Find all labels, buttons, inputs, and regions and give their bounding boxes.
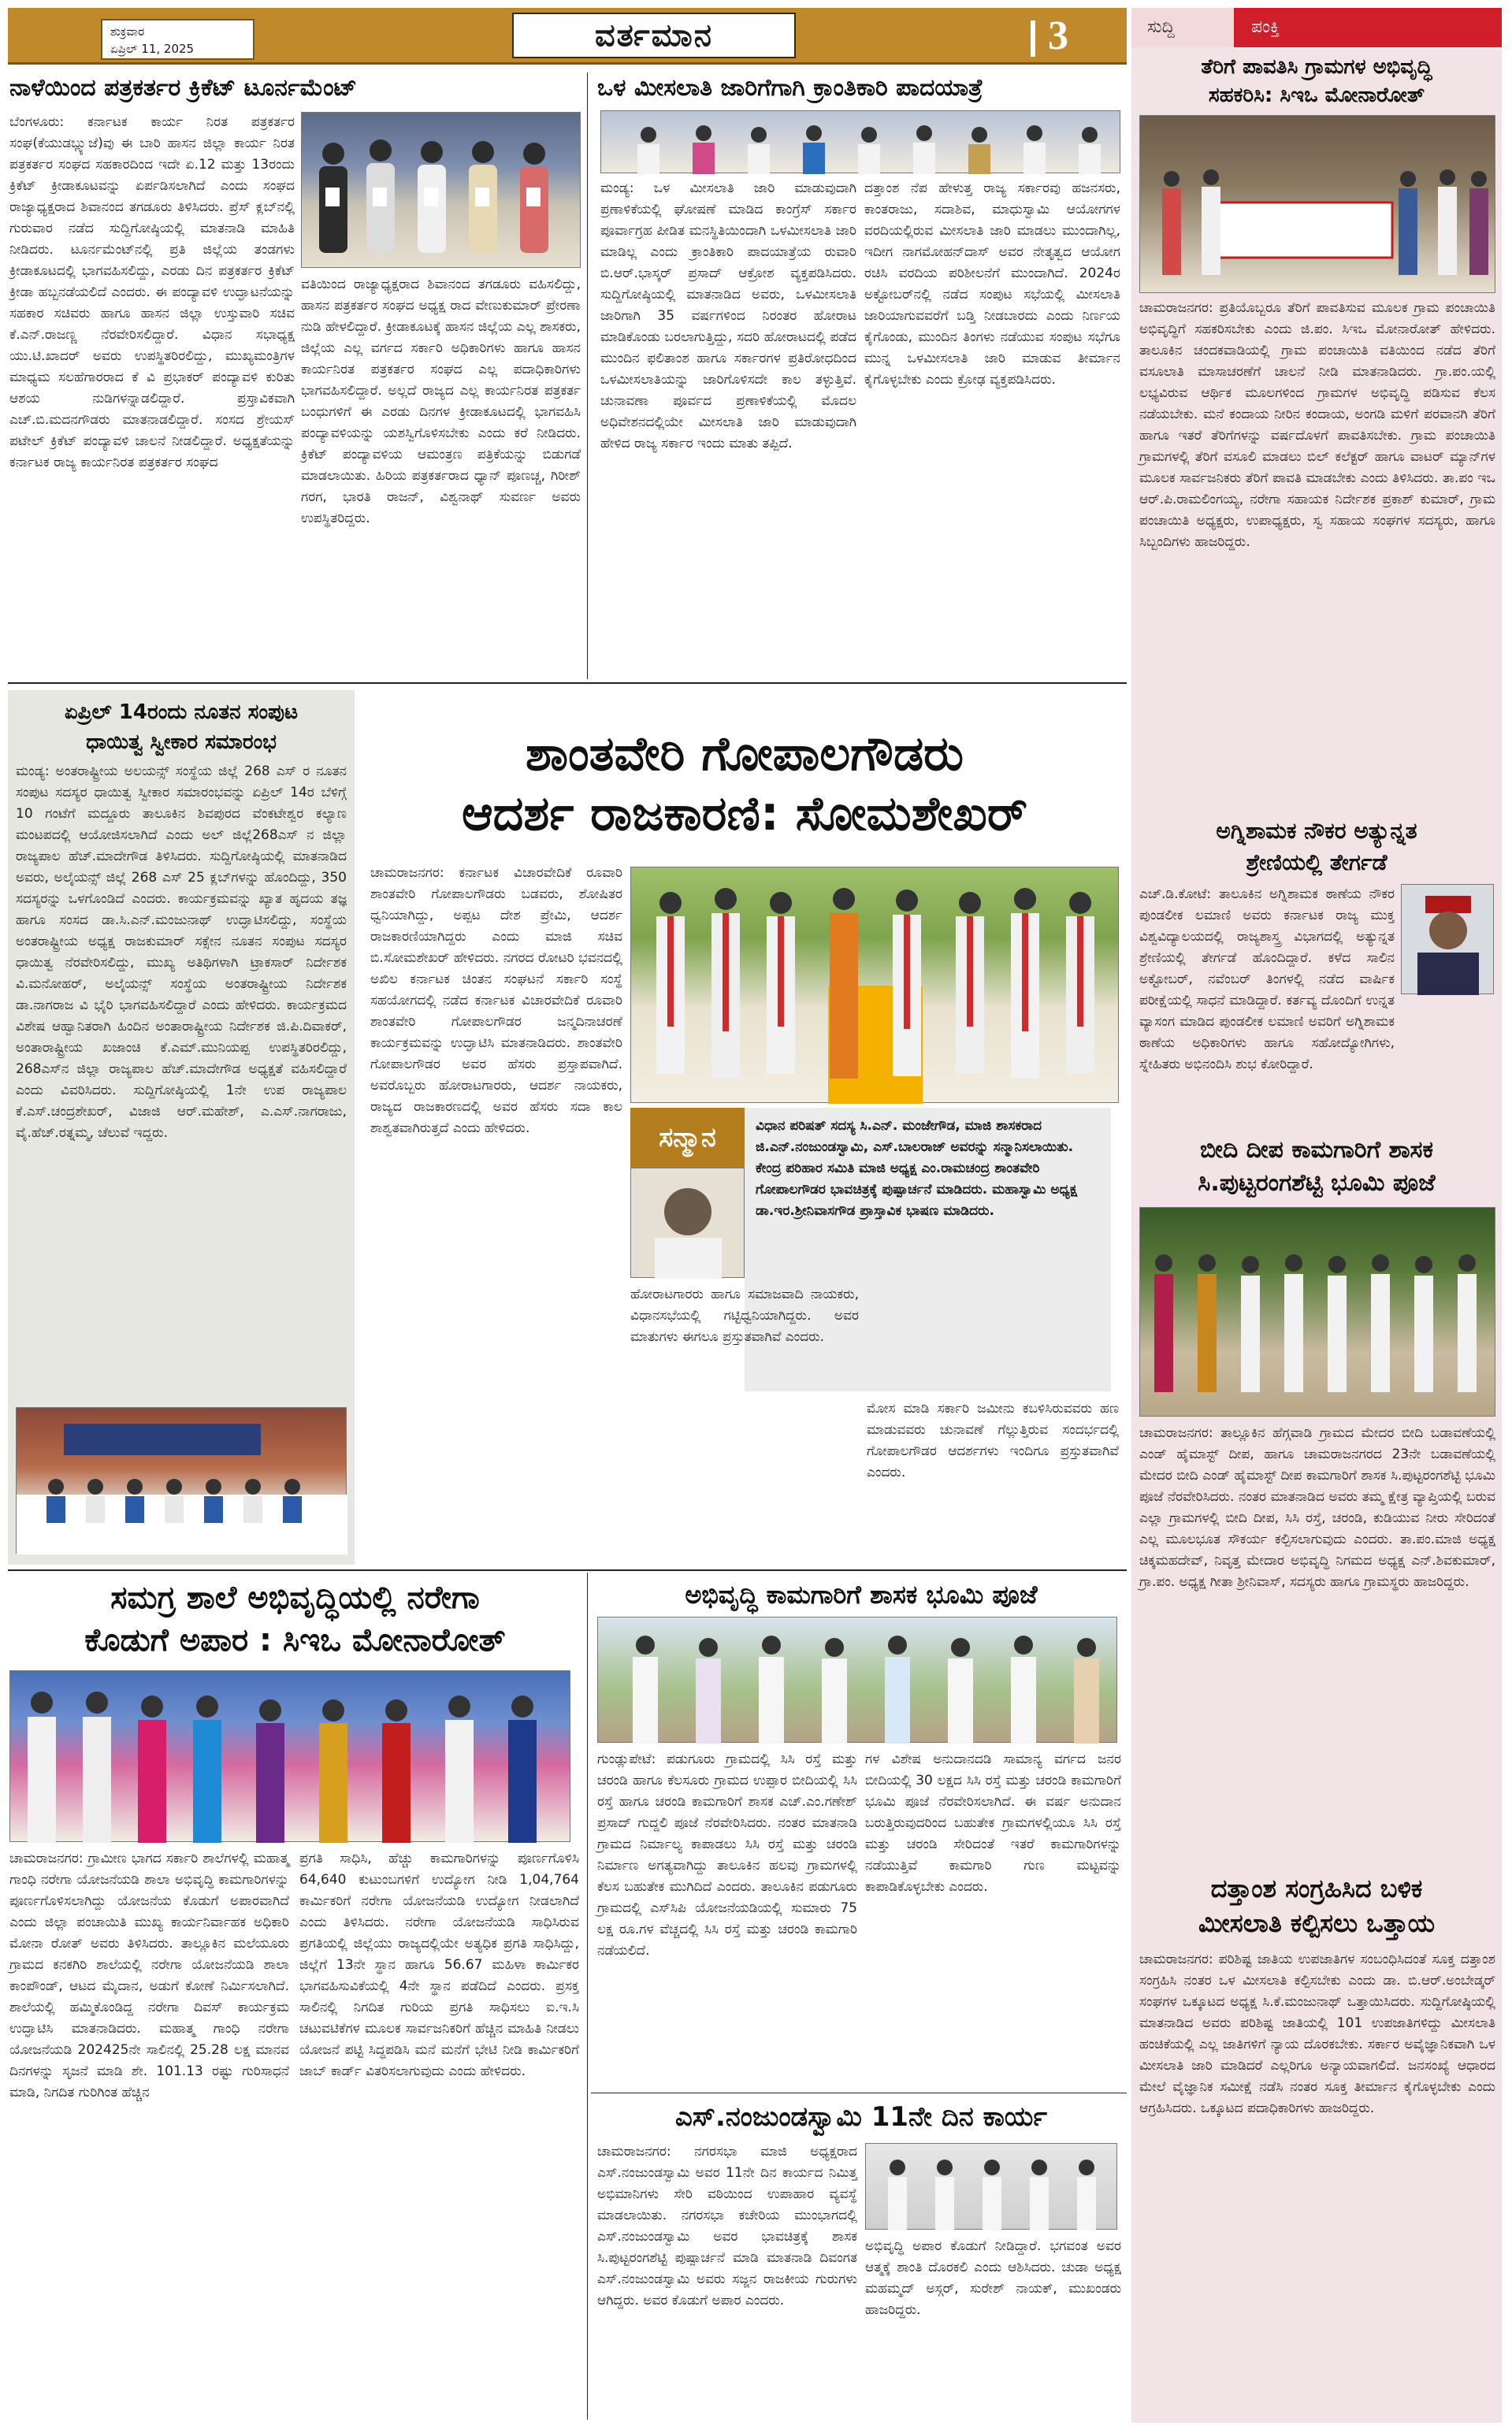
streetlight-group-illustration: [1140, 1208, 1496, 1417]
fire-body-overflow: [1139, 884, 1495, 1152]
school-group-illustration: [10, 1671, 571, 1843]
section-rule: [8, 682, 1127, 684]
meeting-illustration: [17, 1408, 347, 1554]
lead-body-end: ಮೋಸ ಮಾಡಿ ಸರ್ಕಾರಿ ಜಮೀನು ಕಬಳಿಸಿರುವವರು ಹಣ ಮಾಡುವವರು ಚುನಾವಣೆ ಗೆಲ್ಲುತ್ತಿರುವ ಸಂದರ್ಭದಲ್ಲಿ ಗೋಪಾಲಗೌಡರ ಆದರ್ಶಗಳು ಇಂದಿಗೂ ಪ್ರಸ್ತುತವಾಗಿವೆ ಎಂದರು.: [867, 1401, 1119, 1480]
newspaper-title: ವರ್ತಮಾನ: [512, 13, 796, 58]
bhoomi-body: ಗುಂಡ್ಲುಪೇಟೆ: ಪಡುಗೂರು ಗ್ರಾಮದಲ್ಲಿ ಸಿಸಿ ರಸ್ತೆ ಮತ್ತು ಚರಂಡಿ ಹಾಗೂ ಕೆಲಸೂರು ಗ್ರಾಮದ ಉಪ್ಪಾರ ಬೀದಿಯಲ್ಲಿ ಸಿಸಿ ರಸ್ತೆ ಹಾಗೂ ಚರಂಡಿ ಕಾಮಗಾರಿಗೆ ಶಾಸಕ ಎಚ್.ಎಂ.ಗಣೇಶ್ ಪ್ರಸಾದ್ ಗುದ್ದಲಿ ಪೂಜೆ ನೆರವೇರಿಸಿದರು. ನಂತರ ಮಾತನಾಡಿ ಗ್ರಾಮದ ನಿರ್ಮಾಲ್ಯ ಕಾಪಾಡಲು ಸಿಸಿ ರಸ್ತೆ ಮತ್ತು ಚರಂಡಿ ನಿರ್ಮಾಣ ಅಗತ್ಯವಾಗಿದ್ದು ತಾಲೂಕಿನ ಹಲವು ಗ್ರಾಮಗಳಲ್ಲಿ ಕೆಲಸ ಬಹುತೇಕ ಮುಗಿದಿದೆ ಎಂದರು. ತಾಲೂಕಿನ ಪಡುಗೂರು ಗ್ರಾಮದಲ್ಲಿ ಎಸ್‌ಸಿಪಿ ಯೋಜನೆಯಡಿಯಲ್ಲಿ ಸುಮಾರು 75 ಲಕ್ಷ ರೂ.ಗಳ ವೆಚ್ಚದಲ್ಲಿ ಸಿಸಿ ರಸ್ತೆ ಮತ್ತು ಚರಂಡಿ ಕಾಮಗಾರಿ ನಡೆಯಲಿದೆ.: [597, 1751, 857, 1959]
cricket-body: ಬೆಂಗಳೂರು: ಕರ್ನಾಟಕ ಕಾರ್ಯ ನಿರತ ಪತ್ರಕರ್ತರ ಸಂಘ(ಕೆಯುಡಬ್ಲ್ಯುಜೆ)ವು ಈ ಬಾರಿ ಹಾಸನ ಜಿಲ್ಲಾ ಕಾರ್ಯ ನಿರತ ಪತ್ರಕರ್ತರ ಸಂಘದ ಸಹಕಾರದಿಂದ ಇದೇ ಏ.12 ಮತ್ತು 13ರಂದು ಕ್ರಿಕೆಟ್ ಕ್ರೀಡಾಕೂಟವನ್ನು ಏರ್ಪಡಿಸಲಾಗಿದೆ ಎಂದು ಸಂಘದ ರಾಜ್ಯಾಧ್ಯಕ್ಷರಾದ ಶಿವಾನಂದ ತಗಡೂರು ತಿಳಿಸಿದರು. ಪ್ರೆಸ್ ಕ್ಲಬ್‌ನಲ್ಲಿ ಗುರುವಾರ ನಡೆದ ಸುದ್ದಿಗೋಷ್ಠಿಯಲ್ಲಿ ಮಾತನಾಡಿ ಮಾಹಿತಿ ನೀಡಿದರು. ಟೂರ್ನಮೆಂಟ್‌ನಲ್ಲಿ ಪ್ರತಿ ಜಿಲ್ಲೆಯ ತಂಡಗಳು ಕ್ರೀಡಾಕೂಟದಲ್ಲಿ ಭಾಗವಹಿಸಲಿದ್ದು, ಎರಡು ದಿನ ಪತ್ರಕರ್ತರ ಕ್ರಿಕೆಟ್ ಕ್ರೀಡಾ ಹಬ್ಬನಡೆಯಲಿದೆ ಎಂದರು. ಈ ಪಂದ್ಯಾವಳಿ ಉದ್ಘಾಟನೆಯನ್ನು ಸಹಕಾರ ಸಚಿವರು ಹಾಗೂ ಹಾಸನ ಜಿಲ್ಲಾ ಉಸ್ತುವಾರಿ ಸಚಿವ ಕೆ.ಎನ್.ರಾಜಣ್ಣ ನೆರವೇರಿಸಲಿದ್ದಾರೆ. ವಿಧಾನ ಸಭಾಧ್ಯಕ್ಷ ಯು.ಟಿ.ಖಾದರ್ ಅವರು ಉಪಸ್ಥಿತರಿರಲಿದ್ದು, ಮುಖ್ಯಮಂತ್ರಿಗಳ ಮಾಧ್ಯಮ ಸಲಹೆಗಾರರಾದ ಕೆ ವಿ ಪ್ರಭಾಕರ್ ಪಂದ್ಯಾವಳಿ ಕುರಿತು ಆಶಯ ನುಡಿಗಳನ್ನಾಡಲಿದ್ದಾರೆ. ಪ್ರಸ್ತಾವಿಕವಾಗಿ ಎಚ್.ಬಿ.ಮದನಗೌಡರು ಮಾತನಾಡಲಿದ್ದಾರೆ. ಸಂಸದ ಶ್ರೇಯಸ್ ಪಟೇಲ್ ಕ್ರಿಕೆಟ್ ಪಂದ್ಯಾವಳಿ ಚಾಲನೆ ನೀಡಲಿದ್ದಾರೆ. ಅಧ್ಯಕ್ಷತೆಯನ್ನು ಕರ್ನಾಟಕ ರಾಜ್ಯ ಕಾರ್ಯನಿರತ ಪತ್ರಕರ್ತರ ಸಂಘದ: [9, 114, 295, 470]
section-tab-left: ಸುದ್ದಿ: [1131, 8, 1234, 47]
school-headline-2: ಕೊಡುಗೆ ಅಪಾರ : ಸಿಇಒ ಮೋನಾರೋತ್: [84, 1622, 506, 1658]
section-rule-2: [8, 1569, 1127, 1571]
group-photo-illustration: [302, 113, 581, 269]
caption-text: ವಿಧಾನ ಪರಿಷತ್ ಸದಸ್ಯ ಸಿ.ಎನ್. ಮಂಜೇಗೌಡ, ಮಾಜಿ ಶಾಸಕರಾದ ಜಿ.ಎನ್.ನಂಜುಂಡಸ್ವಾಮಿ, ಎಸ್.ಬಾಲರಾಜ್ ಅವರನ್ನು ಸನ್ಮಾನಿಸಲಾಯಿತು. ಕೇಂದ್ರ ಪರಿಹಾರ ಸಮಿತಿ ಮಾಜಿ ಅಧ್ಯಕ್ಷ ಎಂ.ರಾಮಚಂದ್ರ ಶಾಂತವೇರಿ ಗೋಪಾಲಗೌಡರ ಭಾವಚಿತ್ರಕ್ಕೆ ಪುಷ್ಪಾರ್ಚನೆ ಮಾಡಿದರು. ಮಹಾಸ್ವಾಮಿ ಅಧ್ಯಕ್ಷ ಡಾ.ಇರ.ಶ್ರೀನಿವಾಸಗೌಡ ಪ್ರಾಸ್ತಾವಿಕ ಭಾಷಣ ಮಾಡಿದರು.: [745, 1108, 1111, 1391]
padayatra-group-illustration: [601, 111, 1121, 174]
tribute-illustration: [866, 2144, 1118, 2230]
bhoomi-body-continued: ಗಳ ವಿಶೇಷ ಅನುದಾನದಡಿ ಸಾಮಾನ್ಯ ವರ್ಗದ ಜನರ ಬೀದಿಯಲ್ಲಿ 30 ಲಕ್ಷದ ಸಿಸಿ ರಸ್ತೆ ಮತ್ತು ಚರಂಡಿ ಕಾಮಗಾರಿಗೆ ಭೂಮಿ ಪೂಜೆ ನೆರವೇರಿಸಲಾಗಿದೆ. ಈ ವರ್ಷ ಅನುದಾನ ಬರುತ್ತಿರುವುದರಿಂದ ಬಹುತೇಕ ಗ್ರಾಮಗಳಲ್ಲಿಯೂ ಸಿಸಿ ರಸ್ತೆ ಮತ್ತು ಚರಂಡಿ ಸೇರಿದಂತೆ ಇತರೆ ಕಾಮಗಾರಿಗಳನ್ನು ನಡೆಯುತ್ತಿವೆ ಕಾಮಗಾರಿ ಗುಣ ಮಟ್ಟವನ್ನು ಕಾಪಾಡಿಕೊಳ್ಳಬೇಕು ಎಂದರು.: [865, 1751, 1121, 1895]
reservation-headline-1: ದತ್ತಾಂಶ ಸಂಗ್ರಹಿಸಿದ ಬಳಿಕ: [1210, 1874, 1423, 1903]
cricket-photo: [301, 112, 581, 268]
streetlight-headline-2: ಸಿ.ಪುಟ್ಟರಂಗಶೆಟ್ಟಿ ಭೂಮಿ ಪೂಜೆ: [1198, 1169, 1436, 1197]
portrait-illustration: [631, 1168, 745, 1279]
streetlight-body: ಚಾಮರಾಜನಗರ: ತಾಲ್ಲೂಕಿನ ಹೆಗ್ಗವಾಡಿ ಗ್ರಾಮದ ಮೇದರ ಬೀದಿ ಬಡಾವಣೆಯಲ್ಲಿ ಎಂಡ್ ಹೈಮಾಸ್ಟ್ ದೀಪ, ಹಾಗೂ ಚಾಮರಾಜನಗರದ 23ನೇ ಬಡಾವಣೆಯಲ್ಲಿ ಮೇದರ ಬೀದಿ ಎಂಡ್ ಹೈಮಾಸ್ಟ್ ದೀಪ ಕಾಮಗಾರಿಗೆ ಶಾಸಕ ಸಿ.ಪುಟ್ಟರಂಗಶೆಟ್ಟಿ ಭೂಮಿ ಪೂಜೆ ನೆರವೇರಿಸಿದರು. ನಂತರ ಮಾತನಾಡಿದ ಅವರು ತಮ್ಮ ಕ್ಷೇತ್ರ ವ್ಯಾಪ್ತಿಯಲ್ಲಿ ಬರುವ ಎಲ್ಲಾ ಗ್ರಾಮಗಳಲ್ಲಿ ಬೀದಿ ದೀಪ, ಸಿಸಿ ರಸ್ತೆ, ಚರಂಡಿ, ಕುಡಿಯುವ ನೀರು ಸೇರಿದಂತೆ ಎಲ್ಲ ಮೂಲಭೂತ ಸೌಕರ್ಯ ಕಲ್ಪಿಸಲಾಗುವುದು ಎಂದರು. ತಾ.ಪಂ.ಮಾಜಿ ಅಧ್ಯಕ್ಷ ಚಿಕ್ಕಮಹದೇವ್, ನಿವೃತ್ತ ಮೇದಾರ ಅಭಿವೃದ್ಧಿ ನಿಗಮದ ಅಧ್ಯಕ್ಷ ಎನ್.ಶಿವಕುಮಾರ್, ಗ್ರಾ.ಪಂ. ಅಧ್ಯಕ್ಷ ಗೀತಾ ಶ್ರೀನಿವಾಸ್, ಸದಸ್ಯರು ಹಾಗೂ ಗ್ರಾಮಸ್ಥರು ಹಾಜರಿದ್ದರು.: [1139, 1425, 1495, 1590]
tax-body: ಚಾಮರಾಜನಗರ: ಪ್ರತಿಯೊಬ್ಬರೂ ತೆರಿಗೆ ಪಾವತಿಸುವ ಮೂಲಕ ಗ್ರಾಮ ಪಂಚಾಯಿತಿ ಅಭಿವೃದ್ಧಿಗೆ ಸಹಕರಿಸಬೇಕು ಎಂದು ಜಿ.ಪಂ. ಸಿಇಒ ಮೋನಾರೋತ್ ಹೇಳಿದರು. ತಾಲೂಕಿನ ಚಂದಕವಾಡಿಯಲ್ಲಿ ಗ್ರಾಮ ಪಂಚಾಯಿತಿ ವತಿಯಿಂದ ನಡೆದ ತೆರಿಗೆ ವಸೂಲಾತಿ ಮಾಸಾಚರಣೆಗೆ ಚಾಲನೆ ನೀಡಿ ಮಾತನಾಡಿದರು. ಗ್ರಾ.ಪಂ.ಯಲ್ಲಿ ಲಭ್ಯವಿರುವ ಆರ್ಥಿಕ ಮೂಲಗಳಿಂದ ಗ್ರಾಮಗಳ ಅಭಿವೃದ್ಧಿ ಪಡಿಸುವ ಕೆಲಸ ನಡೆಯಬೇಕು. ಮನೆ ಕಂದಾಯ ನೀರಿನ ಕಂದಾಯ, ಅಂಗಡಿ ಮಳಿಗೆ ಪರವಾನಗಿ ತೆರಿಗೆ ಹಾಗೂ ಇತರೆ ತೆರಿಗೆಗಳನ್ನು ವರ್ಷದೊಳಗೆ ಪಾವತಿಸಬೇಕು. ಗ್ರಾಮ ಪಂಚಾಯಿತಿ ಗ್ರಾಮಗಳಲ್ಲಿ ತೆರಿಗೆ ವಸೂಲಿ ಮಾಡಲು ಬಿಲ್ ಕಲೆಕ್ಟರ್ ಹಾಗೂ ವಾಟರ್ ಮ್ಯಾನ್‌ಗಳ ಮೂಲಕ ಸಾರ್ವಜನಿಕರು ತೆರಿಗೆ ಪಾವತಿ ಮಾಡಬೇಕು ಎಂದು ತಿಳಿಸಿದರು. ತಾ.ಪಂ ಇಒ ಆರ್.ಪಿ.ರಾಮಲಿಂಗಯ್ಯ, ನರೇಗಾ ಸಹಾಯಕ ನಿರ್ದೇಶಕ ಪ್ರಕಾಶ್ ಕುಮಾರ್, ಗ್ರಾಮ ಪಂಚಾಯಿತಿ ಅಧ್ಯಕ್ಷರು, ಉಪಾಧ್ಯಕ್ಷರು, ಸ್ವ ಸಹಾಯ ಸಂಘಗಳ ಸದಸ್ಯರು, ಹಾಗೂ ಸಿಬ್ಬಂದಿಗಳು ಹಾಜರಿದ್ದರು.: [1139, 300, 1495, 550]
cabinet-headline-1: ಏಪ್ರಿಲ್ 14ರಂದು ನೂತನ ಸಂಪುಟ: [64, 700, 299, 724]
cabinet-headline-2: ಧಾಯಿತ್ವ ಸ್ವೀಕಾರ ಸಮಾರಂಭ: [86, 730, 277, 754]
column-rule-2: [587, 1573, 588, 2420]
section-tab: [1131, 8, 1502, 47]
bhoomi-group-illustration: [598, 1617, 1118, 1744]
tax-headline-2: ಸಹಕರಿಸಿ: ಸಿಇಒ ಮೋನಾರೋತ್: [1208, 84, 1425, 107]
cricket-body-continued: ವತಿಯಿಂದ ರಾಜ್ಯಾಧ್ಯಕ್ಷರಾದ ಶಿವಾನಂದ ತಗಡೂರು ವಹಿಸಲಿದ್ದು, ಹಾಸನ ಪತ್ರಕರ್ತರ ಸಂಘದ ಅಧ್ಯಕ್ಷ ರಾದ ವೇಣುಕುಮಾರ್ ಪ್ರೇರಣಾ ನುಡಿ ಹೇಳಲಿದ್ದಾರೆ. ಕ್ರೀಡಾಕೂಟಕ್ಕೆ ಹಾಸನ ಜಿಲ್ಲೆಯ ಎಲ್ಲ ಶಾಸಕರು, ಜಿಲ್ಲೆಯ ಎಲ್ಲ ವರ್ಗದ ಸರ್ಕಾರಿ ಅಧಿಕಾರಿಗಳು ಹಾಗೂ ಹಾಸನ ಕಾರ್ಯನಿರತ ಪತ್ರಕರ್ತರ ಸಂಘದ ಎಲ್ಲ ಪದಾಧಿಕಾರಿಗಳು ಭಾಗವಹಿಸಲಿದ್ದಾರೆ. ಅಲ್ಲದೆ ರಾಜ್ಯದ ಎಲ್ಲ ಕಾರ್ಯನಿರತ ಪತ್ರಕರ್ತ ಬಂಧುಗಳಿಗೆ ಈ ಎರಡು ದಿನಗಳ ಕ್ರೀಡಾಕೂಟದಲ್ಲಿ ಭಾಗವಹಿಸಿ ಪಂದ್ಯಾವಳಿಯನ್ನು ಯಶಸ್ವಿಗೊಳಿಸಬೇಕು ಎಂದು ಕರೆ ನೀಡಿದರು. ಕ್ರಿಕೆಟ್ ಪಂದ್ಯಾವಳಿಯ ಆಮಂತ್ರಣ ಪತ್ರಿಕೆಯನ್ನು ಬಿಡುಗಡೆ ಮಾಡಲಾಯಿತು. ಹಿರಿಯ ಪತ್ರಕರ್ತರಾದ ಧ್ಯಾನ್ ಪೂಣಚ್ಚ, ಗಿರೀಶ್ ಗರಗ, ಭಾರತಿ ರಾಜನ್, ವಿಶ್ವನಾಥ್ ಸುವರ್ಣ ಅವರು ಉಪಸ್ಥಿತರಿದ್ದರು.: [301, 277, 581, 526]
school-body-continued: ಪ್ರಗತಿ ಸಾಧಿಸಿ, ಹೆಚ್ಚು ಕಾಮಗಾರಿಗಳನ್ನು ಪೂರ್ಣಗೊಳಿಸಿ 64,640 ಕುಟುಂಬಗಳಿಗೆ ಉದ್ಯೋಗ ನೀಡಿ 1,04,764 ಕಾರ್ಮಿಕರಿಗೆ ನರೇಗಾ ಯೋಜನೆಯಡಿ ಉದ್ಯೋಗ ನೀಡಲಾಗಿದೆ ಎಂದು ತಿಳಿಸಿದರು. ನರೇಗಾ ಯೋಜನೆಯಡಿ ಸಾಧಿಸಿರುವ ಪ್ರಗತಿಯಲ್ಲಿ ಜಿಲ್ಲೆಯು ರಾಜ್ಯದಲ್ಲಿಯೇ ಅತ್ಯಧಿಕ ಪ್ರಗತಿ ಸಾಧಿಸಿದ್ದು, ಜಿಲ್ಲೆಗೆ 13ನೇ ಸ್ಥಾನ ಹಾಗೂ 56.67 ಮಹಿಳಾ ಕಾರ್ಮಿಕರ ಭಾಗವಹಿಸುವಿಕೆಯಲ್ಲಿ 4ನೇ ಸ್ಥಾನ ಪಡೆದಿದೆ ಎಂದರು. ಪ್ರಸಕ್ತ ಸಾಲಿನಲ್ಲಿ ನಿಗದಿತ ಗುರಿಯ ಪ್ರಗತಿ ಸಾಧಿಸಲು ಐ.ಇ.ಸಿ ಚಟುವಟಿಕೆಗಳ ಮೂಲಕ ಸಾರ್ವಜನಿಕರಿಗೆ ಹೆಚ್ಚಿನ ಮಾಹಿತಿ ನೀಡಲು ಯೋಜನೆ ಪಟ್ಟಿ ಸಿದ್ಧಪಡಿಸಿ ಮನೆ ಮನೆಗೆ ಭೇಟಿ ನೀಡಿ ಕಾರ್ಮಿಕರಿಗೆ ಜಾಬ್ ಕಾರ್ಡ್ ವಿತರಿಸಲಾಗುವುದು ಎಂದು ಹೇಳಿದರು.: [299, 1851, 579, 2079]
lead-headline-1: ಶಾಂತವೇರಿ ಗೋಪಾಲಗೌಡರು: [526, 726, 964, 782]
nanjundaswamy-body: ಚಾಮರಾಜನಗರ: ನಗರಸಭಾ ಮಾಜಿ ಅಧ್ಯಕ್ಷರಾದ ಎಸ್.ನಂಜುಂಡಸ್ವಾಮಿ ಅವರ 11ನೇ ದಿನ ಕಾರ್ಯದ ನಿಮಿತ್ತ ಅಭಿಮಾನಿಗಳು ಸೇರಿ ವಠಿಯಿಂದ ಉಪಾಹಾರ ವ್ಯವಸ್ಥೆ ಮಾಡಲಾಯಿತು. ನಗರಸಭಾ ಕಚೇರಿಯ ಮುಂಭಾಗದಲ್ಲಿ ಎಸ್.ನಂಜುಂಡಸ್ವಾಮಿ ಅವರ ಭಾವಚಿತ್ರಕ್ಕೆ ಶಾಸಕ ಸಿ.ಪುಟ್ಟರಂಗಶೆಟ್ಟಿ ಪುಷ್ಪಾರ್ಚನೆ ಮಾಡಿ ಮಾತನಾಡಿ ದಿವಂಗತ ಎಸ್.ನಂಜುಂಡಸ್ವಾಮಿ ಅವರು ಸಜ್ಜನ ರಾಜಕೀಯ ಗುರುಗಳು ಆಗಿದ್ದರು. ಅವರ ಕೊಡುಗೆ ಅಪಾರ ಎಂದರು.: [597, 2144, 857, 2308]
weekday: ಶುಕ್ರವಾರ: [110, 24, 145, 39]
fire-headline-2: ಶ್ರೇಣಿಯಲ್ಲಿ ತೇರ್ಗಡೆ: [1246, 849, 1388, 875]
reservation-headline-2: ಮೀಸಲಾತಿ ಕಲ್ಪಿಸಲು ಒತ್ತಾಯ: [1198, 1908, 1435, 1938]
streetlight-headline-1: ಬೀದಿ ದೀಪ ಕಾಮಗಾರಿಗೆ ಶಾಸಕ: [1200, 1136, 1433, 1164]
padayatra-photo: [600, 110, 1120, 173]
nanjundaswamy-headline: ಎಸ್.ನಂಜುಂಡಸ್ವಾಮಿ 11ನೇ ದಿನ ಕಾರ್ಯ: [675, 2101, 1047, 2133]
lead-body-continued: ಹೋರಾಟಗಾರರು ಹಾಗೂ ಸಮಾಜವಾದಿ ನಾಯಕರು, ವಿಧಾನಸಭೆಯಲ್ಲಿ ಗಟ್ಟಿಧ್ವನಿಯಾಗಿದ್ದರು. ಅವರ ಮಾತುಗಳು ಈಗಲೂ ಪ್ರಸ್ತುತವಾಗಿವೆ ಎಂದರು.: [630, 1287, 859, 1345]
nanjundaswamy-body-continued: ಅಭಿವೃದ್ಧಿ ಅಪಾರ ಕೊಡುಗೆ ನೀಡಿದ್ದಾರೆ. ಭಗವಂತ ಅವರ ಆತ್ಮಕ್ಕೆ ಶಾಂತಿ ದೊರಕಲಿ ಎಂದು ಆಶಿಸಿದರು. ಚುಡಾ ಅಧ್ಯಕ್ಷ ಮಹಮ್ಮದ್ ಅಸ್ಗರ್, ಸುರೇಶ್ ನಾಯಕ್, ಮುಖಂಡರು ಹಾಜರಿದ್ದರು.: [865, 2238, 1121, 2318]
school-body: ಚಾಮರಾಜನಗರ: ಗ್ರಾಮೀಣ ಭಾಗದ ಸರ್ಕಾರಿ ಶಾಲೆಗಳಲ್ಲಿ ಮಹಾತ್ಮ ಗಾಂಧಿ ನರೇಗಾ ಯೋಜನೆಯಡಿ ಶಾಲಾ ಅಭಿವೃದ್ಧಿ ಕಾಮಗಾರಿಗಳನ್ನು ಪೂರ್ಣಗೊಳಿಸಲಾಗಿದ್ದು ಯೋಜನೆಯ ಕೊಡುಗೆ ಅಪಾರವಾಗಿದೆ ಎಂದು ಜಿಲ್ಲಾ ಪಂಚಾಯಿತಿ ಮುಖ್ಯ ಕಾರ್ಯನಿರ್ವಾಹಕ ಅಧಿಕಾರಿ ಮೋನಾ ರೋತ್ ಅವರು ತಿಳಿಸಿದರು. ತಾಲ್ಲೂಕಿನ ಮಲೆಯೂರು ಗ್ರಾಮದ ಕನಕಗಿರಿ ಶಾಲೆಯಲ್ಲಿ ನರೇಗಾ ಯೋಜನೆಯಡಿ ಶಾಲಾ ಕಾಂಪೌಂಡ್, ಆಟದ ಮೈದಾನ, ಅಡುಗೆ ಕೋಣೆ ನಿರ್ಮಿಸಲಾಗಿದೆ. ಶಾಲೆಯಲ್ಲಿ ಹಮ್ಮಿಕೊಂಡಿದ್ದ ನರೇಗಾ ದಿವಸ್ ಕಾರ್ಯಕ್ರಮ ಉದ್ಘಾಟಿಸಿ ಮಾತನಾಡಿದರು. ಮಹಾತ್ಮ ಗಾಂಧಿ ನರೇಗಾ ಯೋಜನೆಯಡಿ 202425ನೇ ಸಾಲಿನಲ್ಲಿ 25.28 ಲಕ್ಷ ಮಾನವ ದಿನಗಳನ್ನು ಸೃಜನೆ ಮಾಡಿ ಶೇ. 101.13 ರಷ್ಟು ಗುರಿಸಾಧನೆ ಮಾಡಿ, ನಿಗದಿತ ಗುರಿಗಿಂತ ಹೆಚ್ಚಿನ: [9, 1851, 289, 2100]
caption-label: ಸನ್ಮಾನ: [630, 1108, 745, 1168]
school-headline-1: ಸಮಗ್ರ ಶಾಲೆ ಅಭಿವೃದ್ಧಿಯಲ್ಲಿ ನರೇಗಾ: [110, 1580, 480, 1616]
section-tab-right: ಪಂಕ್ತಿ: [1234, 8, 1502, 47]
nanjundaswamy-photo: [865, 2143, 1117, 2230]
fire-headline-1: ಅಗ್ನಿಶಾಮಕ ನೌಕರ ಅತ್ಯುನ್ನತ: [1216, 818, 1417, 844]
cabinet-photo: [16, 1407, 347, 1554]
bhoomi-photo: [597, 1617, 1117, 1743]
masthead: [8, 8, 1127, 65]
streetlight-photo: [1139, 1207, 1495, 1417]
tax-headline-1: ತೆರಿಗೆ ಪಾವತಿಸಿ ಗ್ರಾಮಗಳ ಅಭಿವೃದ್ಧಿ: [1201, 55, 1432, 79]
tax-photo: [1139, 115, 1495, 293]
page-number: 3: [1048, 13, 1068, 58]
column-rule: [587, 72, 588, 679]
reservation-body: ಚಾಮರಾಜನಗರ: ಪರಿಶಿಷ್ಟ ಜಾತಿಯ ಉಪಜಾತಿಗಳ ಸಂಬಂಧಿಸಿದಂತೆ ಸೂಕ್ತ ದತ್ತಾಂಶ ಸಂಗ್ರಹಿಸಿ ನಂತರ ಒಳ ಮೀಸಲಾತಿ ಕಲ್ಪಿಸಬೇಕು ಎಂದು ಡಾ. ಬಿ.ಆರ್.ಅಂಬೇಡ್ಕರ್ ಸಂಘಗಳ ಒಕ್ಕೂಟದ ಅಧ್ಯಕ್ಷ ಸಿ.ಕೆ.ಮಂಜುನಾಥ್ ಒತ್ತಾಯಿಸಿದರು. ಸುದ್ದಿಗೋಷ್ಠಿಯಲ್ಲಿ ಮಾತನಾಡಿದ ಅವರು ಪರಿಶಿಷ್ಟ ಜಾತಿಯಲ್ಲಿ 101 ಉಪಜಾತಿಗಳಿದ್ದು ಮೀಸಲಾತಿ ಹಂಚಿಕೆಯಲ್ಲಿ ಎಲ್ಲ ಜಾತಿಗಳಿಗೆ ನ್ಯಾಯ ದೊರಕಬೇಕು. ಸರ್ಕಾರ ಅವೈಜ್ಞಾನಿಕವಾಗಿ ಒಳ ಮೀಸಲಾತಿ ಜಾರಿ ಮಾಡಿದರೆ ಎಲ್ಲರಿಗೂ ಅನ್ಯಾಯವಾಗಲಿದೆ. ಜನಸಂಖ್ಯೆ ಆಧಾರದ ಮೇಲೆ ವೈಜ್ಞಾನಿಕ ಸಮೀಕ್ಷೆ ನಡೆಸಿ ನಂತರ ಸೂಕ್ತ ತೀರ್ಮಾನ ಕೈಗೊಳ್ಳಬೇಕು ಎಂದು ಆಗ್ರಹಿಸಿದರು. ಒಕ್ಕೂಟದ ಪದಾಧಿಕಾರಿಗಳು ಹಾಜರಿದ್ದರು.: [1139, 1952, 1495, 2116]
bhoomi-headline: ಅಭಿವೃದ್ಧಿ ಕಾಮಗಾರಿಗೆ ಶಾಸಕ ಭೂಮಿ ಪೂಜೆ: [685, 1580, 1038, 1610]
fire-body: ಎಚ್.ಡಿ.ಕೋಟೆ: ತಾಲೂಕಿನ ಅಗ್ನಿಶಾಮಕ ಠಾಣೆಯ ನೌಕರ ಪುಂಡಲೀಕ ಲಮಾಣಿ ಅವರು ಕರ್ನಾಟಕ ರಾಜ್ಯ ಮುಕ್ತ ವಿಶ್ವವಿದ್ಯಾಲಯದಲ್ಲಿ ರಾಜ್ಯಶಾಸ್ತ್ರ ವಿಭಾಗದಲ್ಲಿ ಅತ್ಯುನ್ನತ ಶ್ರೇಣಿಯಲ್ಲಿ ತೇರ್ಗಡೆ ಹೊಂದಿದ್ದಾರೆ. ಕಳೆದ ಸಾಲಿನ ಅಕ್ಟೋಬರ್, ನವೆಂಬರ್ ತಿಂಗಳಲ್ಲಿ ನಡೆದ ವಾರ್ಷಿಕ ಪರೀಕ್ಷೆಯಲ್ಲಿ ಸಾಧನೆ ಮಾಡಿದ್ದಾರೆ. ಕರ್ತವ್ಯ ದೊಂದಿಗೆ ಉನ್ನತ ವ್ಯಾಸಂಗ ಮಾಡಿದ ಪುಂಡಲೀಕ ಲಮಾಣಿ ಅವರಿಗೆ ಅಗ್ನಿಶಾಮಕ ಠಾಣೆಯ ಅಧಿಕಾರಿಗಳು ಹಾಗೂ ಸಹೋದ್ಯೋಗಿಗಳು, ಸ್ನೇಹಿತರು ಅಭಿನಂದಿಸಿ ಶುಭ ಕೋರಿದ್ದಾರೆ.: [1139, 886, 1395, 1072]
tax-drive-illustration: [1140, 116, 1496, 294]
cabinet-body: ಮಂಡ್ಯ: ಅಂತರಾಷ್ಟ್ರೀಯ ಅಲಯನ್ಸ್ ಸಂಸ್ಥೆಯ ಜಿಲ್ಲೆ 268 ಎಸ್ ರ ನೂತನ ಸಂಪುಟ ಸದಸ್ಯರ ಧಾಯಿತ್ವ ಸ್ವೀಕಾರ ಸಮಾರಂಭವನ್ನು ಏಪ್ರಿಲ್ 14ರ ಬೆಳಿಗ್ಗೆ 10 ಗಂಟೆಗೆ ಮದ್ದೂರು ತಾಲೂಕಿನ ಶಿವಪುರದ ವೆಂಕಟೇಶ್ವರ ಕಲ್ಯಾಣ ಮಂಟಪದಲ್ಲಿ ಆಯೋಜಿಸಲಾಗಿದೆ ಎಂದು ಅಲ್ ಜಿಲ್ಲೆ268ಎಸ್ ನ ಜಿಲ್ಲಾ ರಾಜ್ಯಪಾಲ ಹೆಚ್.ಮಾದೇಗೌಡ ತಿಳಿಸಿದರು. ಸುದ್ದಿಗೋಷ್ಠಿಯಲ್ಲಿ ಮಾತನಾಡಿದ ಅವರು, ಅಲೈಯನ್ಸ್ ಜಿಲ್ಲೆ 268 ಎಸ್ 25 ಕ್ಲಬ್‌ಗಳನ್ನು ಹೊಂದಿದ್ದು, 350 ಸದಸ್ಯರನ್ನು ಒಳಗೊಂಡಿದೆ ಎಂದರು. ಕಾರ್ಯಕ್ರಮವನ್ನು ಖ್ಯಾತ ಹೃದಯ ತಜ್ಞ ಹಾಗೂ ಸಂಸದ ಡಾ.ಸಿ.ಎನ್.ಮಂಜುನಾಥ್ ಉದ್ಘಾಟಿಸಲಿದ್ದು, ಸಂಸ್ಥೆಯ ಅಂತರಾಷ್ಟ್ರೀಯ ಅಧ್ಯಕ್ಷ ರಾಜಕುಮಾರ್ ಸಕ್ಸೇನ ನೂತನ ಸಂಪುಟ ಸದಸ್ಯರ ಧಾಯಿತ್ವ ನೆರವೇರಿಸಲಿದ್ದು, ಮುಖ್ಯ ಅತಿಥಿಗಳಾಗಿ ಟ್ರಾಕಸಾರ್ ನಿರ್ದೇಶಕ ವಿ.ಮನೋಹರ್, ಅಲೈಯನ್ಸ್ ಸಂಸ್ಥೆಯ ಅಂತರಾಷ್ಟ್ರೀಯ ನಿರ್ದೇಶಕ ಡಾ.ನಾಗರಾಜ ವಿ ಭೈರಿ ಭಾಗವಹಿಸಲಿದ್ದಾರೆ ಎಂದು ಹೇಳಿದರು. ಕಾರ್ಯಕ್ರಮದ ವಿಶೇಷ ಆಹ್ವಾನಿತರಾಗಿ ಹಿಂದಿನ ಅಂತಾರಾಷ್ಟ್ರೀಯ ನಿರ್ದೇಶಕ ಜಿ.ಪಿ.ದಿವಾಕರ್, ಅಂತಾರಾಷ್ಟ್ರೀಯ ಖಜಾಂಚಿ ಕೆ.ಎಮ್.ಮುನಿಯಪ್ಪ ಉಪಸ್ಥಿತರಿರಲಿದ್ದು, 268ಎಸ್‌ನ ಜಿಲ್ಲಾ ರಾಜ್ಯಪಾಲ ಹೆಚ್.ಮಾದೇಗೌಡ ಅಧ್ಯಕ್ಷತೆ ವಹಿಸಲಿದ್ದಾರೆ ಎಂದು ವಿವರಿಸಿದರು. ಸುದ್ದಿಗೋಷ್ಠಿಯಲ್ಲಿ 1ನೇ ಉಪ ರಾಜ್ಯಪಾಲ ಕೆ.ಎಸ್.ಚಂದ್ರಶೇಖರ್, ವಿಜಾಜಿ ಆರ್.ಮಹೇಶ್, ಎ.ಎಸ್.ನಾಗರಾಜು, ವೈ.ಹೆಚ್.ರತ್ನಮ್ಮ, ಚೆಲುವೆ ಇದ್ದರು.: [16, 763, 347, 1141]
lead-body: ಚಾಮರಾಜನಗರ: ಕರ್ನಾಟಕ ವಿಚಾರವೇದಿಕೆ ರೂವಾರಿ ಶಾಂತವೇರಿ ಗೋಪಾಲಗೌಡರು ಬಡವರು, ಶೋಷಿತರ ಧ್ವನಿಯಾಗಿದ್ದು, ಅಪ್ಪಟ ದೇಶ ಪ್ರೇಮಿ, ಆದರ್ಶ ರಾಜಕಾರಣಿಯಾಗಿದ್ದರು ಎಂದು ಮಾಜಿ ಸಚಿವ ಬಿ.ಸೋಮಶೇಖರ್ ಹೇಳಿದರು. ನಗರದ ರೋಟರಿ ಭವನದಲ್ಲಿ ಅಖಿಲ ಕರ್ನಾಟಕ ಚಿಂತನ ಸಂಘಟನೆ ಸರ್ಕಾರಿ ಸಂಸ್ಥೆ ಸಹಯೋಗದಲ್ಲಿ ನಡೆದ ಕರ್ನಾಟಕ ವಿಚಾರವೇದಿಕೆ ರೂವಾರಿ ಶಾಂತವೇರಿ ಗೋಪಾಲಗೌಡರ ಜನ್ಮದಿನಾಚರಣೆ ಕಾರ್ಯಕ್ರಮವನ್ನು ಉದ್ಘಾಟಿಸಿ ಮಾತನಾಡಿದರು. ಶಾಂತವೇರಿ ಗೋಪಾಲಗೌಡರ ಅವರ ಹೆಸರು ಪ್ರಸ್ತಾಪವಾಗಿದೆ. ಅವರೊಬ್ಬರು ಹೋರಾಟಗಾರರು, ಆದರ್ಶ ನಾಯಕರು, ರಾಜ್ಯದ ರಾಜಕಾರಣದಲ್ಲಿ ಅವರ ಹೆಸರು ಸದಾ ಕಾಲ ಶಾಶ್ವತವಾಗಿರುತ್ತದೆ ಎಂದು ಹೇಳಿದರು.: [370, 865, 622, 1136]
padayatra-headline: ಒಳ ಮೀಸಲಾತಿ ಜಾರಿಗೆಗಾಗಿ ಕ್ರಾಂತಿಕಾರಿ ಪಾದಯಾತ್ರೆ: [597, 74, 983, 102]
padayatra-body-continued: ದತ್ತಾಂಶ ನೆಪ ಹೇಳುತ್ತ ರಾಜ್ಯ ಸರ್ಕಾರವು ಹಜನಸರು, ಕಾಂತರಾಜು, ಸದಾಶಿವ, ಮಾಧುಸ್ವಾಮಿ ಆಯೋಗಗಳ ವರದಿಯಲ್ಲಿರುವ ಮೀಸಲಾತಿ ಜಾರಿ ಮಾಡಲು ಮುಂದಾಗಿಲ್ಲ, ಇದೀಗ ನಾಗಮೋಹನ್‌ದಾಸ್ ಅವರ ನೇತೃತ್ವದ ಆಯೋಗ ರಚಿಸಿ ವರದಿಯ ಪರಿಶೀಲನೆಗೆ ಮುಂದಾಗಿದೆ. 2024ರ ಅಕ್ಟೋಬರ್‌ನಲ್ಲಿ ನಡೆದ ಸಂಪುಟ ಸಭೆಯಲ್ಲಿ ಮೀಸಲಾತಿ ಜಾರಿಯಾಗುವವರೆಗೆ ಬಡ್ತಿ ನೀಡಬಾರದು ಎಂದು ನಿರ್ಣಯ ಕೈಗೊಂಡು, ಮುಂದಿನ ತಿಂಗಳು ನಡೆಯುವ ಸಂಪುಟ ಸಭೆಗೂ ಮುನ್ನ ಒಳಮೀಸಲಾತಿ ಜಾರಿ ಮಾಡುವ ತೀರ್ಮಾನ ಕೈಗೊಳ್ಳಬೇಕು ಎಂದು ಕ್ರೋಢ ವ್ಯಕ್ತಪಡಿಸಿದರು.: [864, 180, 1120, 388]
school-photo: [9, 1670, 570, 1842]
lead-headline-2: ಆದರ್ಶ ರಾಜಕಾರಣಿ: ಸೋಮಶೇಖರ್: [461, 786, 1028, 841]
date: ಏಪ್ರಿಲ್ 11, 2025: [110, 42, 195, 56]
cricket-headline: ನಾಳೆಯಿಂದ ಪತ್ರಕರ್ತರ ಕ್ರಿಕೆಟ್ ಟೂರ್ನಮೆಂಟ್: [9, 74, 357, 102]
lead-photo: [630, 867, 1119, 1103]
gopalagowda-portrait: [630, 1168, 745, 1278]
lead-group-illustration: [631, 867, 1120, 1104]
date-box: [101, 19, 254, 60]
padayatra-body: ಮಂಡ್ಯ: ಒಳ ಮೀಸಲಾತಿ ಜಾರಿ ಮಾಡುವುದಾಗಿ ಪ್ರಣಾಳಿಕೆಯಲ್ಲಿ ಘೋಷಣೆ ಮಾಡಿದ ಕಾಂಗ್ರೆಸ್ ಸರ್ಕಾರ ಪೂರ್ವಾಗ್ರಹ ಪೀಡಿತ ಮನಸ್ಥಿತಿಯಿಂದಾಗಿ ಒಳಮೀಸಲಾತಿ ಜಾರಿ ಮಾಡಿಲ್ಲ ಎಂದು ಕ್ರಾಂತಿಕಾರಿ ಪಾದಯಾತ್ರೆಯ ರುವಾರಿ ಬಿ.ಆರ್.ಭಾಸ್ಕರ್ ಪ್ರಸಾದ್ ಆಕ್ರೋಶ ವ್ಯಕ್ತಪಡಿಸಿದರು. ಸುದ್ದಿಗೋಷ್ಠಿಯಲ್ಲಿ ಮಾತನಾಡಿದ ಅವರು, ಒಳಮೀಸಲಾತಿ ಜಾರಿಗಾಗಿ 35 ವರ್ಷಗಳಿಂದ ನಿರಂತರ ಹೋರಾಟ ಮಾಡಿಕೊಂಡು ಬರಲಾಗುತ್ತಿದ್ದು, ಸದರಿ ಹೋರಾಟದಲ್ಲಿ ಪಡೆದ ಮುಂದಿನ ಫಲಿತಾಂಶ ಹಾಗೂ ಸರ್ಕಾರಗಳ ಪ್ರತಿರೋಧದಿಂದ ಒಳಮೀಸಲಾತಿಯನ್ನು ಜಾರಿಗೊಳಿಸದೇ ಕಾಲ ತಳ್ಳುತ್ತಿವೆ. ಚುನಾವಣಾ ಪೂರ್ವದ ಪ್ರಣಾಳಿಕೆಯಲ್ಲಿ ಮೊದಲ ಅಧಿವೇಶನದಲ್ಲಿಯೇ ಮೀಸಲಾತಿ ಜಾರಿ ಮಾಡುವುದಾಗಿ ಹೇಳಿದ ರಾಜ್ಯ ಸರ್ಕಾರ ಇಂದು ಮಾತು ತಪ್ಪಿದೆ.: [600, 180, 856, 451]
